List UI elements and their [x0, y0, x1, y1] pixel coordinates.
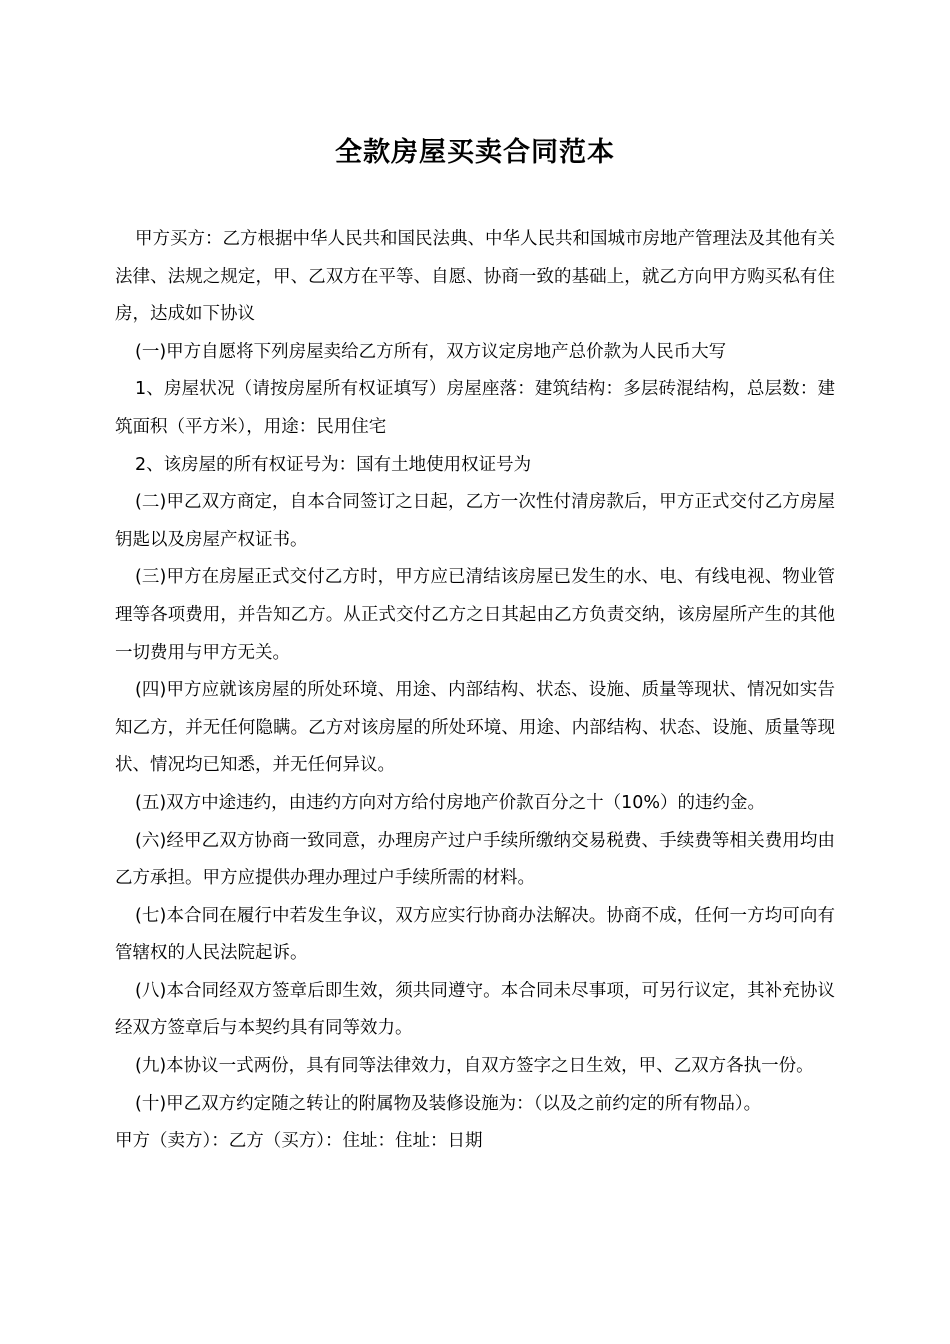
paragraph-clause-1: (一)甲方自愿将下列房屋卖给乙方所有，双方议定房地产总价款为人民币大写 — [135, 341, 727, 362]
document-body — [115, 221, 835, 1161]
document-title: 全款房屋买卖合同范本 — [335, 137, 615, 168]
paragraph-clause-3: (三)甲方在房屋正式交付乙方时，甲方应已清结该房屋已发生的水、电、有线电视、物业管理等各项费用，并告知乙方。从正式交付乙方之日其起由乙方负责交纳，该房屋所产生的其他一切费用与甲方无关。 — [115, 567, 835, 663]
paragraph-clause-1-item-2: 2、该房屋的所有权证号为：国有土地使用权证号为 — [135, 454, 532, 475]
paragraph-clause-5: (五)双方中途违约，由违约方向对方给付房地产价款百分之十（10%）的违约金。 — [135, 792, 766, 813]
paragraph-clause-9: (九)本协议一式两份，具有同等法律效力，自双方签字之日生效，甲、乙双方各执一份。 — [135, 1056, 814, 1077]
paragraph-clause-2: (二)甲乙双方商定，自本合同签订之日起，乙方一次性付清房款后，甲方正式交付乙方房屋钥匙以及房屋产权证书。 — [115, 492, 835, 550]
paragraph-clause-8: (八)本合同经双方签章后即生效，须共同遵守。本合同未尽事项，可另行议定，其补充协议经双方签章后与本契约具有同等效力。 — [115, 980, 835, 1039]
paragraph-clause-7: (七)本合同在履行中若发生争议，双方应实行协商办法解决。协商不成，任何一方均可向有管辖权的人民法院起诉。 — [115, 905, 835, 964]
paragraph-clause-1-item-1: 1、房屋状况（请按房屋所有权证填写）房屋座落：建筑结构：多层砖混结构，总层数：建筑面积（平方米），用途：民用住宅 — [115, 379, 835, 437]
paragraph-clause-4: (四)甲方应就该房屋的所处环境、用途、内部结构、状态、设施、质量等现状、情况如实告知乙方，并无任何隐瞒。乙方对该房屋的所处环境、用途、内部结构、状态、设施、质量等现状、情况均已知悉，并无任何异议。 — [115, 680, 835, 776]
paragraph-clause-6: (六)经甲乙双方协商一致同意，办理房产过户手续所缴纳交易税费、手续费等相关费用均由乙方承担。甲方应提供办理办理过户手续所需的材料。 — [115, 830, 835, 889]
signature-line: 甲方（卖方）：乙方（买方）：住址：住址：日期 — [115, 1131, 483, 1152]
paragraph-clause-10: (十)甲乙双方约定随之转让的附属物及装修设施为：（以及之前约定的所有物品）。 — [135, 1093, 762, 1114]
paragraph-preamble: 甲方买方：乙方根据中华人民共和国民法典、中华人民共和国城市房地产管理法及其他有关法律、法规之规定，甲、乙双方在平等、自愿、协商一致的基础上，就乙方向甲方购买私有住房，达成如下协议 — [115, 229, 835, 325]
